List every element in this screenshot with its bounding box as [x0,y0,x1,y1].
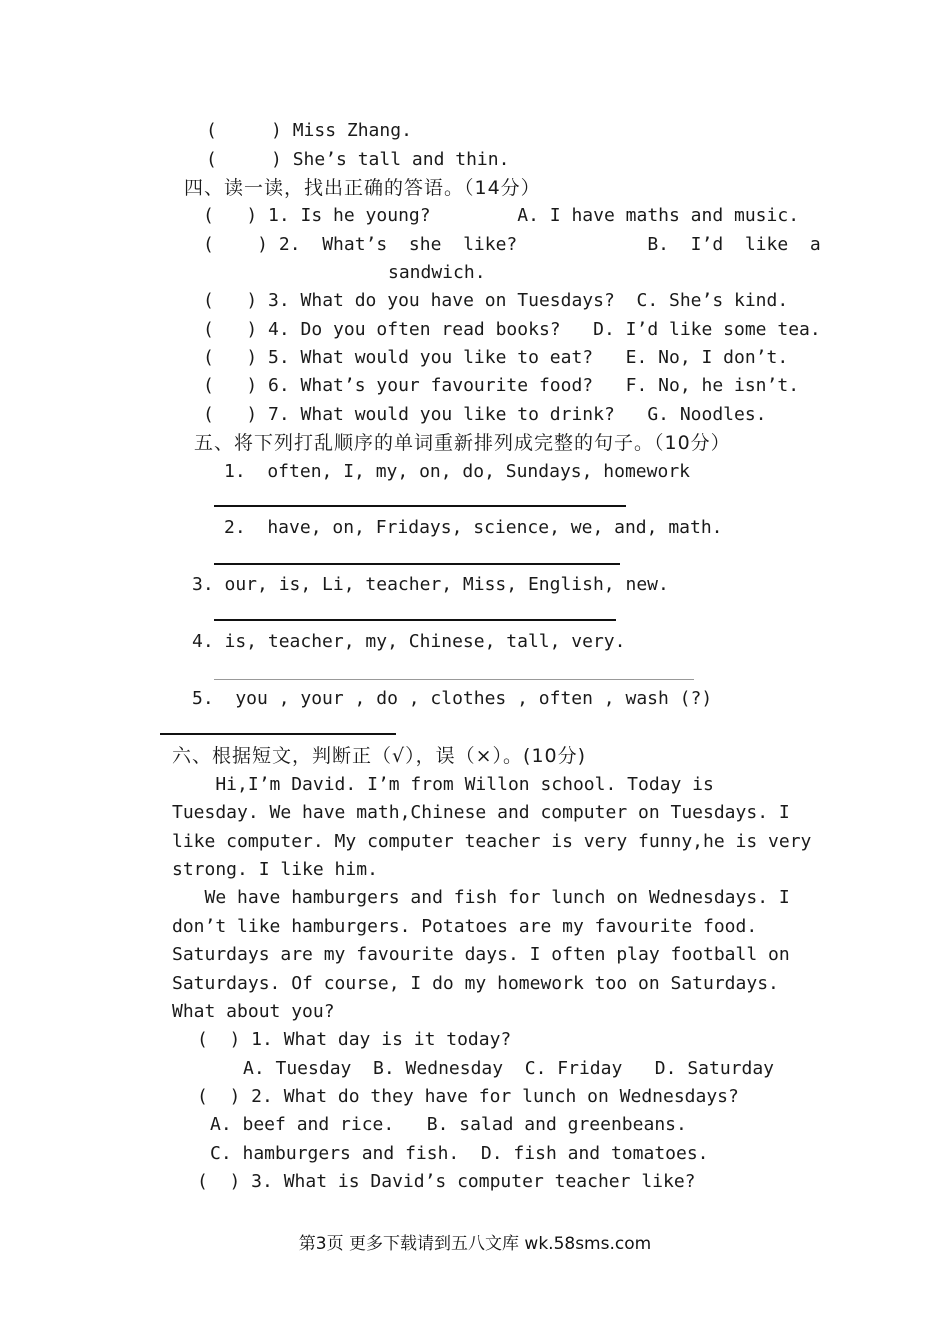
section4-title: 四、读一读，找出正确的答语。（14分） [184,177,541,199]
passage-line-8: Saturdays. Of course, I do my homework too on Saturdays. [172,973,779,994]
s5-item-3: 3. our, is, Li, teacher, Miss, English, new. [192,574,669,595]
section5-title: 五、将下列打乱顺序的单词重新排列成完整的句子。（10分） [194,432,731,454]
prev-line-1: ( ) Miss Zhang. [206,120,412,141]
s4-item-2: ( ) 2. What’s she like? B. I’d like a [203,234,821,255]
answer-line-3[interactable] [214,619,616,621]
s4-item-3: ( ) 3. What do you have on Tuesdays? C. She’s kind. [203,290,789,311]
s5-item-2: 2. have, on, Fridays, science, we, and, math. [224,517,723,538]
answer-line-4[interactable] [214,679,694,680]
s5-item-1: 1. often, I, my, on, do, Sundays, homework [224,461,690,482]
s6-question-2: ( ) 2. What do they have for lunch on Wednesdays? [197,1086,739,1107]
s6-question-1-options: A. Tuesday B. Wednesday C. Friday D. Saturday [243,1058,775,1079]
passage-line-9: What about you? [172,1001,335,1022]
s4-item-1: ( ) 1. Is he young? A. I have maths and music. [203,205,800,226]
answer-line-1[interactable] [214,505,626,507]
passage-line-2: Tuesday. We have math,Chinese and computer on Tuesdays. I [172,802,790,823]
prev-line-2: ( ) She’s tall and thin. [206,149,510,170]
page-footer: 第3页 更多下载请到五八文库 wk.58sms.com [298,1234,652,1254]
passage-line-5: We have hamburgers and fish for lunch on Wednesdays. I [172,887,790,908]
s4-item-4: ( ) 4. Do you often read books? D. I’d like some tea. [203,319,821,340]
s4-item-6: ( ) 6. What’s your favourite food? F. No, he isn’t. [203,375,800,396]
passage-line-4: strong. I like him. [172,859,378,880]
answer-line-2[interactable] [214,563,620,565]
answer-line-5[interactable] [160,733,396,735]
s6-question-2-options-ab: A. beef and rice. B. salad and greenbeans. [210,1114,687,1135]
s4-item-7: ( ) 7. What would you like to drink? G. Noodles. [203,404,767,425]
passage-line-1: Hi,I’m David. I’m from Willon school. Today is [172,774,714,795]
s4-item-5: ( ) 5. What would you like to eat? E. No, I don’t. [203,347,789,368]
s5-item-5: 5. you , your , do , clothes , often , wash (?) [192,688,713,709]
s6-question-3: ( ) 3. What is David’s computer teacher like? [197,1171,696,1192]
section6-title: 六、根据短文，判断正（√），误（×）。(10分) [172,745,587,767]
passage-line-7: Saturdays are my favourite days. I often play football on [172,944,790,965]
passage-line-3: like computer. My computer teacher is very funny,he is very [172,831,812,852]
s6-question-2-options-cd: C. hamburgers and fish. D. fish and tomatoes. [210,1143,709,1164]
s6-question-1: ( ) 1. What day is it today? [197,1029,512,1050]
s4-item-2-cont: sandwich. [388,262,486,283]
s5-item-4: 4. is, teacher, my, Chinese, tall, very. [192,631,626,652]
passage-line-6: don’t like hamburgers. Potatoes are my favourite food. [172,916,758,937]
